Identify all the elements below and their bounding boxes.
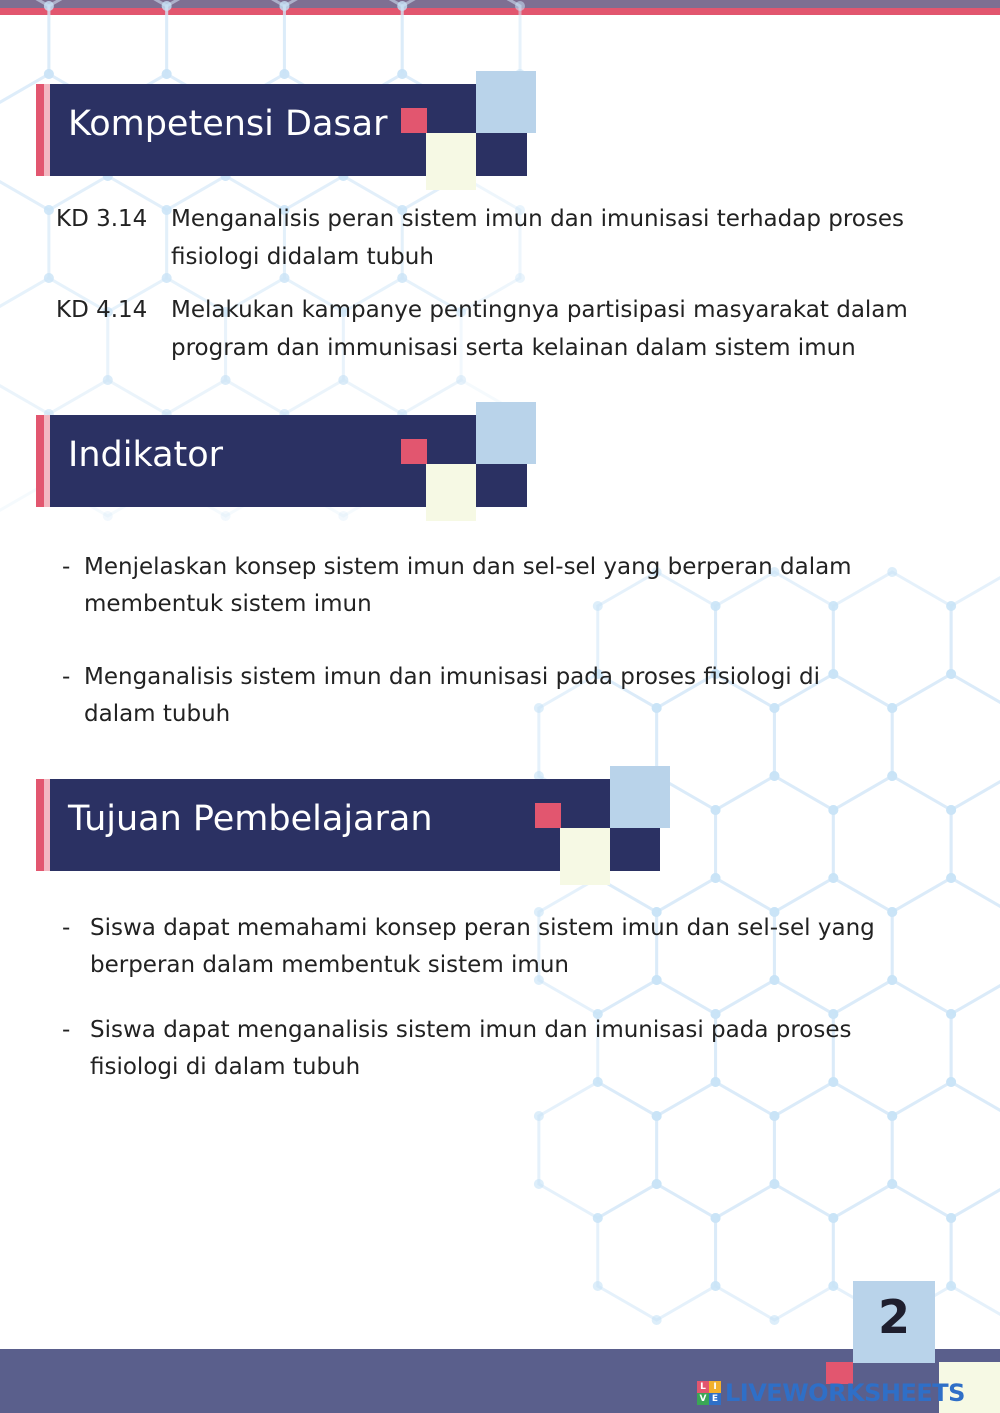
- watermark-text: LIVEWORKSHEETS: [725, 1379, 965, 1407]
- kd-text: Menganalisis peran sistem imun dan imunisasi terhadap proses fisiologi didalam tubuh: [171, 206, 904, 270]
- deco-square-cream: [426, 133, 476, 190]
- logo-letter: I: [709, 1381, 721, 1393]
- deco-square-cream: [560, 828, 610, 885]
- liveworksheets-watermark: [697, 1378, 965, 1408]
- deco-square-blue: [610, 766, 670, 828]
- banner-accent-pink: [36, 84, 44, 176]
- bullet-text: Menganalisis sistem imun dan imunisasi pada proses fisiologi di dalam tubuh: [84, 664, 820, 727]
- deco-square-cream: [426, 464, 476, 521]
- bullet-dash: -: [62, 554, 71, 580]
- deco-square-pink: [401, 439, 427, 464]
- kd-text: Melakukan kampanye pentingnya partisipasi masyarakat dalam program dan immunisasi serta kelainan dalam sistem imun: [171, 297, 908, 361]
- logo-letter: V: [697, 1393, 709, 1405]
- bullet-text: Menjelaskan konsep sistem imun dan sel-sel yang berperan dalam membentuk sistem imun: [84, 554, 852, 617]
- deco-square-blue: [476, 71, 536, 133]
- deco-square-pink: [401, 108, 427, 133]
- section-title: Indikator: [68, 435, 224, 475]
- banner-accent-pink: [36, 779, 44, 871]
- bullet-text: Siswa dapat memahami konsep peran sistem imun dan sel-sel yang berperan dalam membentuk sistem imun: [90, 915, 875, 978]
- deco-square-pink: [535, 803, 561, 828]
- logo-letter: E: [709, 1393, 721, 1405]
- section-title: Tujuan Pembelajaran: [68, 799, 433, 839]
- section-title: Kompetensi Dasar: [68, 104, 388, 144]
- logo-letter: L: [697, 1381, 709, 1393]
- bullet-dash: -: [62, 664, 71, 690]
- bullet-dash: -: [62, 915, 71, 941]
- deco-square-blue: [476, 402, 536, 464]
- bullet-text: Siswa dapat menganalisis sistem imun dan imunisasi pada proses fisiologi di dalam tubuh: [90, 1017, 852, 1080]
- kd-code: KD 3.14: [56, 206, 148, 232]
- bullet-dash: -: [62, 1017, 71, 1043]
- kd-code: KD 4.14: [56, 297, 148, 323]
- banner-accent-pink: [36, 415, 44, 507]
- liveworksheets-logo-icon: [697, 1381, 721, 1405]
- page-number: 2: [877, 1290, 910, 1344]
